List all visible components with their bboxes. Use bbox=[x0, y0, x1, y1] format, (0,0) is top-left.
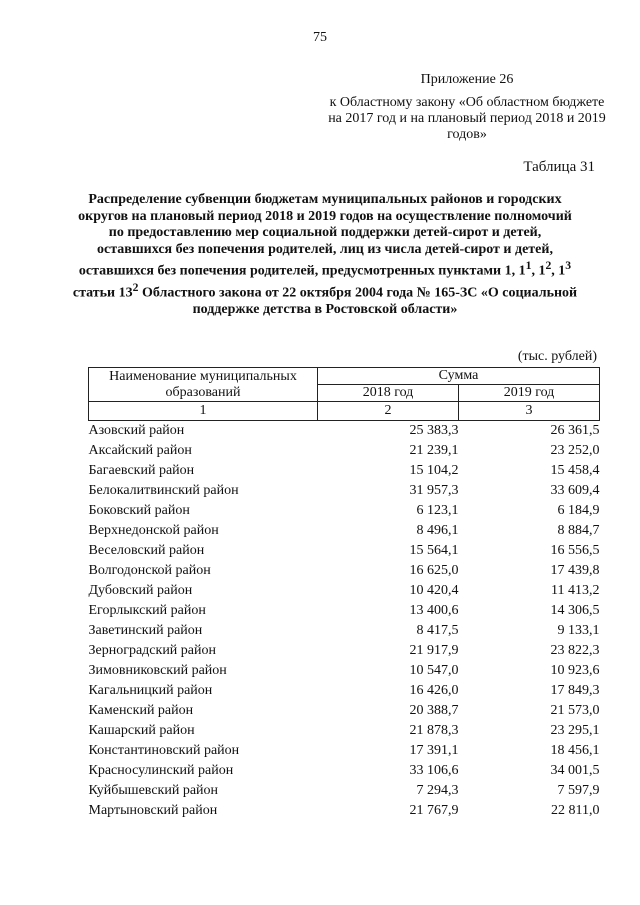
amount-2019: 23 295,1 bbox=[550, 722, 600, 738]
municipality-name: Багаевский район bbox=[88, 462, 195, 478]
heading-superscript: 3 bbox=[565, 259, 572, 272]
amount-2018: 16 426,0 bbox=[409, 682, 459, 698]
table-row bbox=[89, 801, 600, 821]
page-number: 75 bbox=[313, 30, 327, 45]
municipality-name: Дубовский район bbox=[88, 582, 193, 598]
amount-2018: 8 417,5 bbox=[416, 622, 459, 638]
table-row bbox=[89, 501, 600, 521]
table-row bbox=[89, 521, 600, 541]
municipality-name: Егорлыкский район bbox=[88, 602, 206, 618]
table-row bbox=[89, 461, 600, 481]
appendix-title: Приложение 26 bbox=[420, 72, 514, 87]
amount-2018: 20 388,7 bbox=[409, 702, 459, 718]
amount-2018: 31 957,3 bbox=[409, 482, 459, 498]
municipality-name: Аксайский район bbox=[88, 442, 192, 458]
amount-2018: 15 564,1 bbox=[409, 542, 459, 558]
table-row bbox=[89, 621, 600, 641]
amount-2018: 17 391,1 bbox=[409, 742, 459, 758]
appendix-reference: к Областному закону «Об областном бюджете на 2017 год и на плановый период 2018 и 2019 годов» bbox=[328, 95, 606, 142]
column-number-3: 3 bbox=[459, 402, 600, 421]
amount-2018: 16 625,0 bbox=[409, 562, 459, 578]
table-row bbox=[89, 581, 600, 601]
heading-text-1: Распределение субвенции бюджетам муниципальных районов и городских округов на плановый период 2018 и 2019 годов на осуществление полномочий по предоставлению мер социальной поддержки детей-сирот и детей, оставшихся без попечения родителей, лиц из числа детей-сирот и детей, оставшихся без попечения родителей, предусмотренных пунктами 1, 1 bbox=[78, 192, 572, 279]
amount-2019: 26 361,5 bbox=[550, 422, 600, 438]
municipality-name: Зерноградский район bbox=[88, 642, 216, 658]
amount-2018: 6 123,1 bbox=[416, 502, 459, 518]
column-number-2: 2 bbox=[318, 402, 459, 421]
municipality-name: Кашарский район bbox=[88, 722, 195, 738]
heading-superscript: 2 bbox=[132, 281, 139, 295]
municipality-name: Красносулинский район bbox=[88, 762, 234, 778]
table-row bbox=[89, 681, 600, 701]
document-heading bbox=[70, 192, 580, 319]
table-row bbox=[89, 441, 600, 461]
amount-2019: 9 133,1 bbox=[557, 622, 600, 638]
amount-2019: 17 439,8 bbox=[550, 562, 600, 578]
amount-2019: 10 923,6 bbox=[550, 662, 600, 678]
heading-text-4: статьи 13 bbox=[72, 285, 133, 301]
table-row bbox=[89, 421, 600, 441]
amount-2018: 8 496,1 bbox=[416, 522, 459, 538]
amount-2019: 16 556,5 bbox=[550, 542, 600, 558]
municipality-name: Заветинский район bbox=[88, 622, 203, 638]
column-header-2018: 2018 год bbox=[318, 385, 459, 402]
amount-2019: 7 597,9 bbox=[557, 782, 600, 798]
table-label: Таблица 31 bbox=[523, 159, 595, 175]
amount-2018: 21 917,9 bbox=[409, 642, 459, 658]
heading-superscript: 2 bbox=[545, 259, 552, 272]
units-note: (тыс. рублей) bbox=[517, 349, 597, 364]
amount-2018: 10 547,0 bbox=[409, 662, 459, 678]
amount-2019: 15 458,4 bbox=[550, 462, 600, 478]
heading-superscript: 1 bbox=[525, 259, 532, 272]
amount-2019: 23 822,3 bbox=[550, 642, 600, 658]
municipality-name: Кагальницкий район bbox=[88, 682, 213, 698]
amount-2019: 22 811,0 bbox=[551, 802, 600, 818]
amount-2019: 23 252,0 bbox=[550, 442, 600, 458]
amount-2019: 34 001,5 bbox=[550, 762, 600, 778]
table-row bbox=[89, 661, 600, 681]
amount-2019: 11 413,2 bbox=[551, 582, 600, 598]
column-header-name: Наименование муниципальных образований bbox=[89, 368, 318, 402]
municipality-name: Азовский район bbox=[88, 422, 185, 438]
amount-2018: 25 383,3 bbox=[409, 422, 459, 438]
amount-2018: 21 239,1 bbox=[409, 442, 459, 458]
table-row bbox=[89, 541, 600, 561]
table-row bbox=[89, 781, 600, 801]
amount-2018: 7 294,3 bbox=[416, 782, 459, 798]
table-row bbox=[89, 481, 600, 501]
municipality-name: Мартыновский район bbox=[88, 802, 218, 818]
heading-text-2: , 1 bbox=[531, 263, 546, 279]
table-row bbox=[89, 761, 600, 781]
table-row bbox=[89, 721, 600, 741]
municipality-name: Зимовниковский район bbox=[88, 662, 227, 678]
table-row bbox=[89, 741, 600, 761]
municipality-name: Каменский район bbox=[88, 702, 194, 718]
amount-2018: 21 878,3 bbox=[409, 722, 459, 738]
amount-2018: 10 420,4 bbox=[409, 582, 459, 598]
amount-2019: 6 184,9 bbox=[557, 502, 600, 518]
amount-2019: 33 609,4 bbox=[550, 482, 600, 498]
amount-2018: 33 106,6 bbox=[409, 762, 459, 778]
table-row bbox=[89, 561, 600, 581]
table-row bbox=[89, 641, 600, 661]
amount-2018: 21 767,9 bbox=[409, 802, 459, 818]
municipality-name: Белокалитвинский район bbox=[88, 482, 239, 498]
amount-2018: 13 400,6 bbox=[409, 602, 459, 618]
municipality-name: Боковский район bbox=[88, 502, 190, 518]
heading-text-5: Областного закона от 22 октября 2004 года № 165-ЗС «О социальной поддержке детства в Ростовской области» bbox=[138, 285, 578, 318]
municipality-name: Волгодонской район bbox=[88, 562, 211, 578]
amount-2019: 17 849,3 bbox=[550, 682, 600, 698]
column-header-2019: 2019 год bbox=[459, 385, 600, 402]
amount-2019: 21 573,0 bbox=[550, 702, 600, 718]
column-number-1: 1 bbox=[89, 402, 318, 421]
table-row bbox=[89, 601, 600, 621]
subvention-table bbox=[88, 367, 600, 821]
municipality-name: Куйбышевский район bbox=[88, 782, 219, 798]
table-row bbox=[89, 701, 600, 721]
amount-2018: 15 104,2 bbox=[409, 462, 459, 478]
amount-2019: 8 884,7 bbox=[557, 522, 600, 538]
amount-2019: 14 306,5 bbox=[550, 602, 600, 618]
heading-text-3: , 1 bbox=[551, 263, 566, 279]
municipality-name: Константиновский район bbox=[88, 742, 240, 758]
amount-2019: 18 456,1 bbox=[550, 742, 600, 758]
municipality-name: Веселовский район bbox=[88, 542, 205, 558]
column-header-sum: Сумма bbox=[318, 368, 600, 385]
municipality-name: Верхнедонской район bbox=[88, 522, 219, 538]
